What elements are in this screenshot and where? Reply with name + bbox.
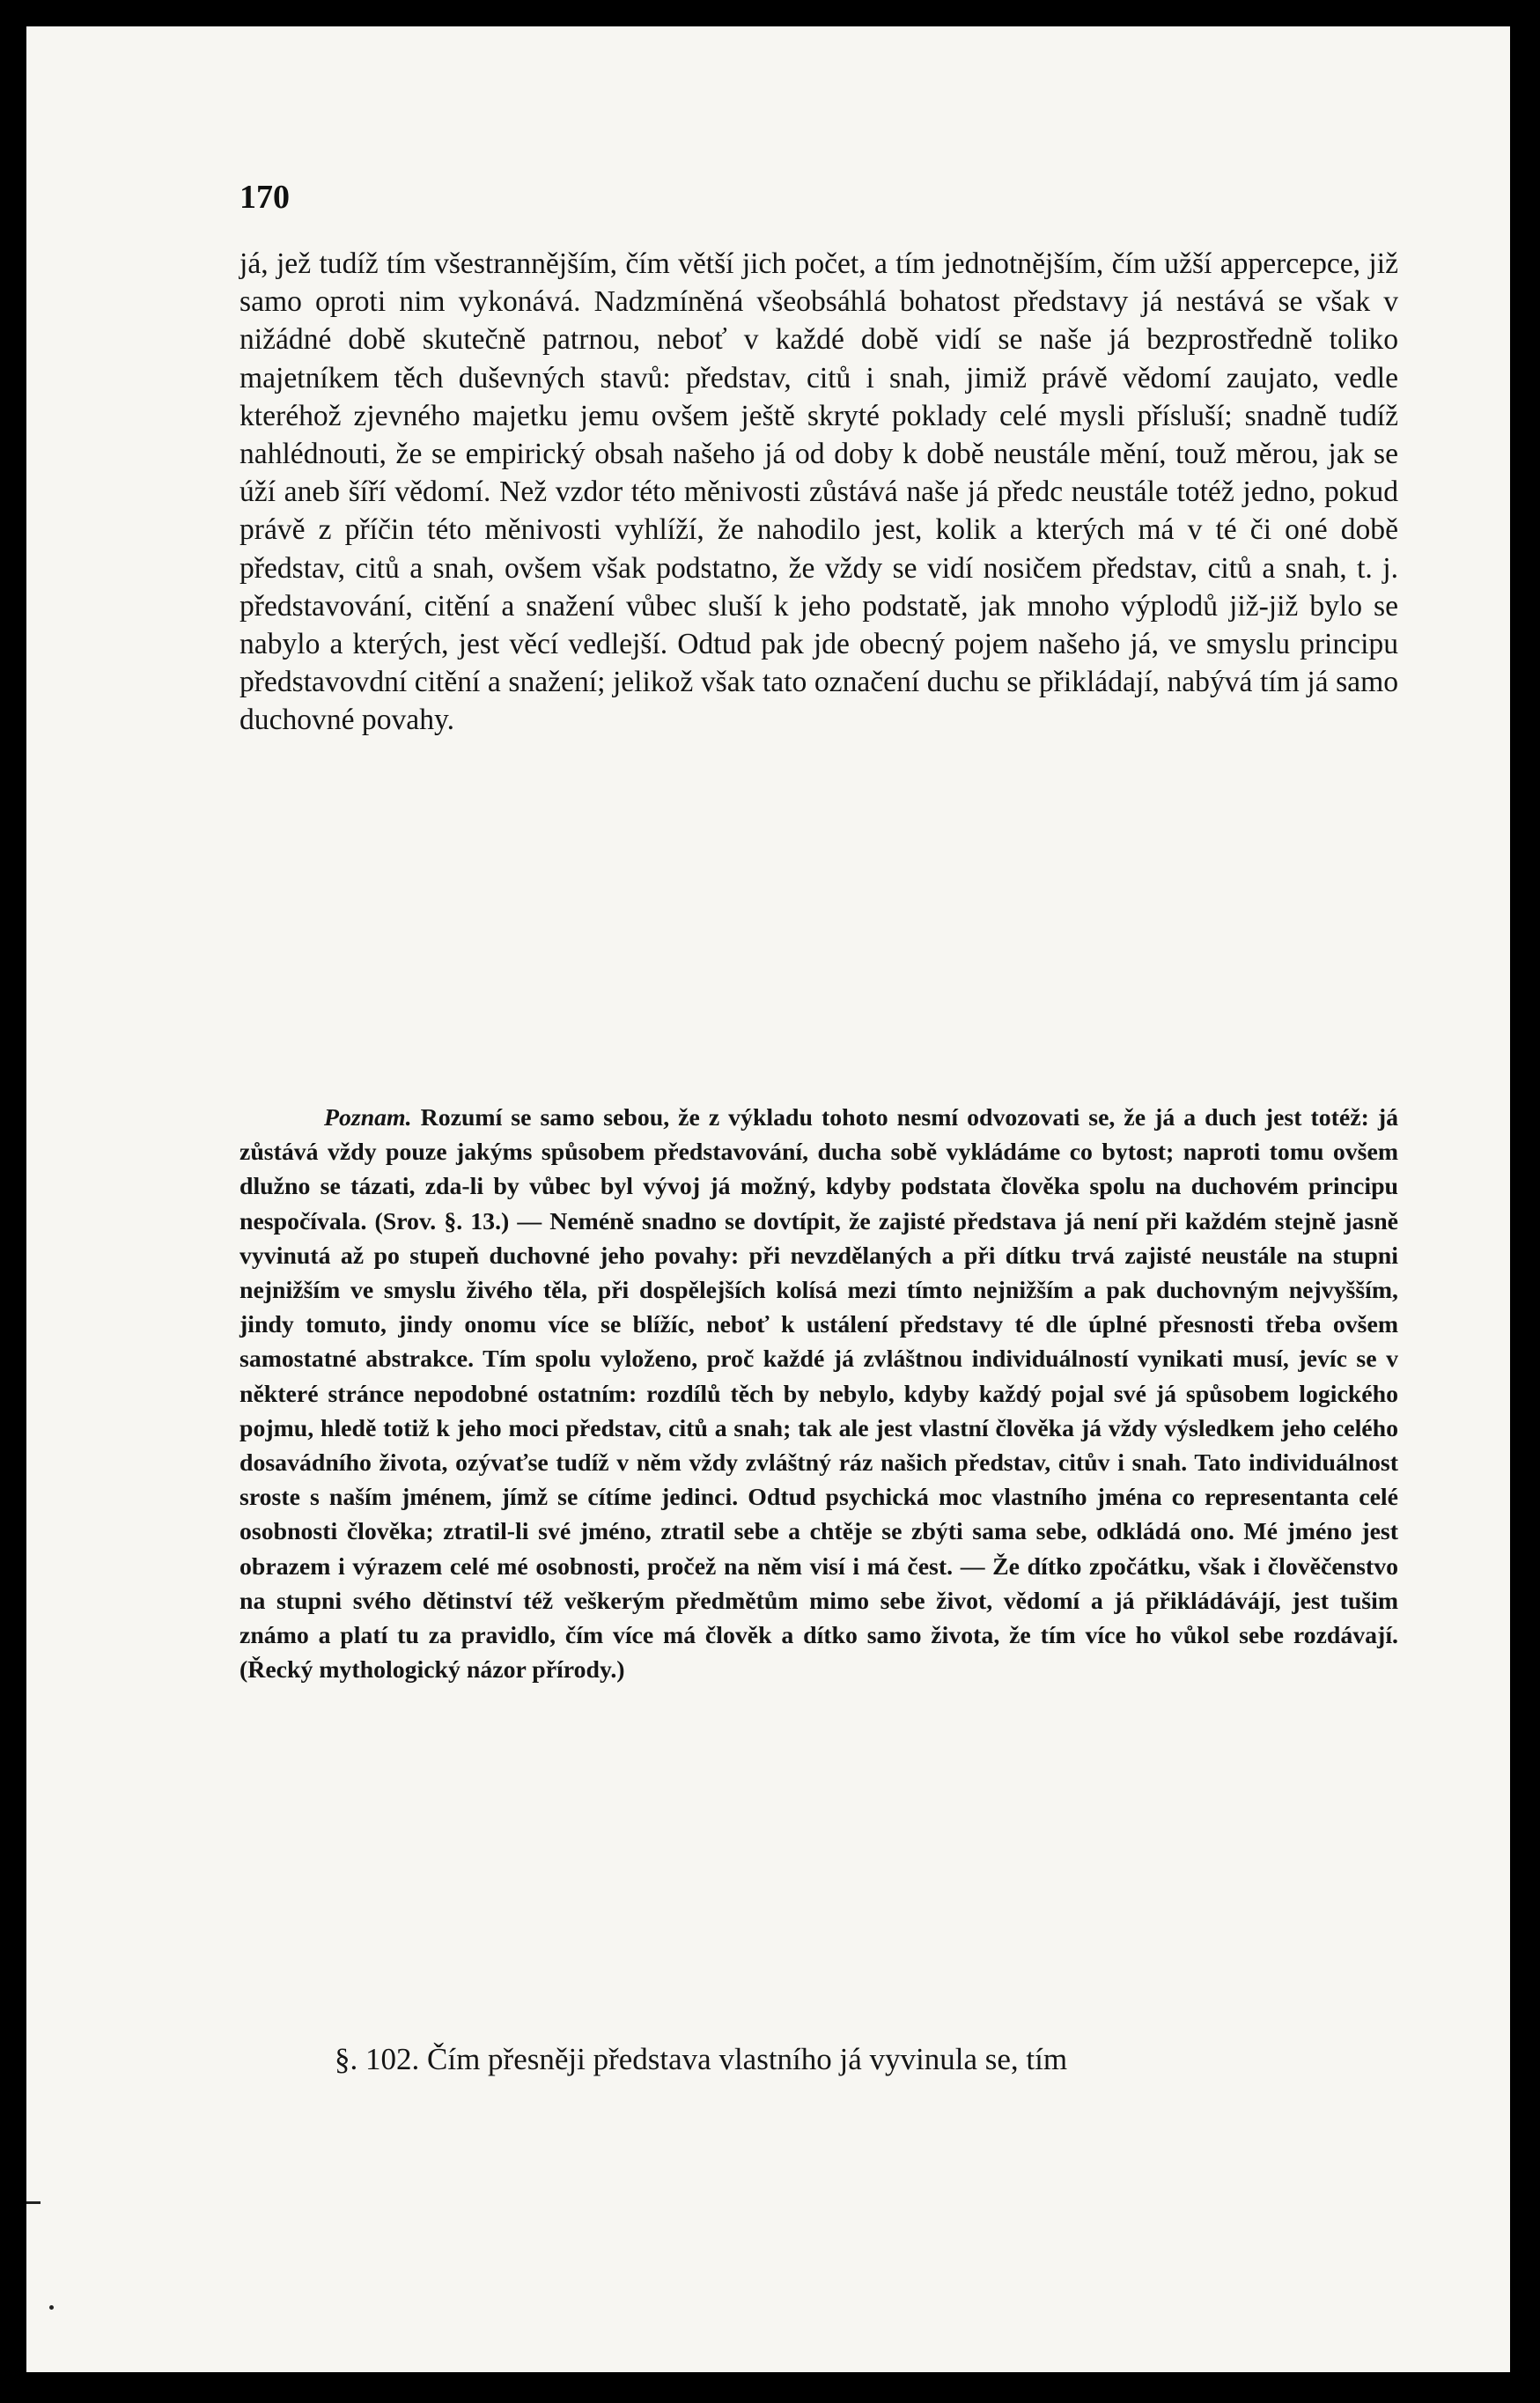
book-page bbox=[26, 26, 1510, 2372]
page-number: 170 bbox=[239, 179, 290, 216]
main-paragraph: já, jež tudíž tím všestrannějším, čím větší jich počet, a tím jednotnějším, čím užší appercepce, již samo oproti nim vykonává. Nadzmíněná všeobsáhlá bohatost představy já nestává se však v nižádné době skutečně patrnou, neboť v každé době vidí se naše já bezprostředně toliko majetníkem těch duševných stavů: představ, citů i snah, jimiž právě vědomí zaujato, vedle kteréhož zjevného majetku jemu ovšem ještě skryté poklady celé mysli přísluší; snadně tudíž nahlédnouti, že se empirický obsah našeho já od doby k době neustále mění, touž měrou, jak se úží aneb šíří vědomí. Než vzdor této měnivosti zůstává naše já předc neustále totéž jedno, pokud právě z příčin této měnivosti vyhlíží, že nahodilo jest, kolik a kterých má v té či oné době představ, citů a snah, ovšem však podstatno, že vždy se vidí nosičem představ, citů a snah, t. j. představování, citění a snažení vůbec sluší k jeho podstatě, jak mnoho výplodů již-již bylo se nabylo a kterých, jest věcí vedlejší. Odtud pak jde obecný pojem našeho já, ve smyslu principu představovdní citění a snažení; jelikož však tato označení duchu se přikládají, nabývá tím já samo duchovné povahy. bbox=[239, 247, 1398, 737]
margin-dot-mark bbox=[49, 2305, 54, 2310]
section-102-opening: §. 102. Čím přesněji představa vlastního já vyvinula se, tím bbox=[335, 2042, 1068, 2076]
note-text: Rozumí se samo sebou, že z výkladu tohoto nesmí odvozovati se, že já a duch jest totéž: já zůstává vždy pouze jakýms spůsobem představování, ducha sobě vykládáme co bytost; naproti tomu ovšem dlužno se tázati, zda-li by vůbec byl vývoj já možný, kdyby podstata člověka spolu na duchovém principu nespočívala. (Srov. §. 13.) — Neméně snadno se dovtípit, že zajisté představa já není při každém stejně jasně vyvinutá až po stupeň duchovné jeho povahy: při nevzdělaných a při dítku trvá zajisté neustále na stupni nejnižším ve smyslu živého těla, při dospělejších kolísá mezi tímto nejnižším a pak duchovným nejvyšším, jindy tomuto, jindy onomu více se blížíc, neboť k ustálení představy té dle úplné přesnosti třeba ovšem samostatné abstrakce. Tím spolu vyloženo, proč každé já zvláštnou individuálností vynikati musí, jevíc se v některé stránce nepodobné ostatním: rozdílů těch by nebylo, kdyby každý pojal své já spůsobem logického pojmu, hledě totiž k jeho moci představ, citů a snah; tak ale jest vlastní člověka já vždy výsledkem jeho celého dosavádního života, ozývaťse tudíž v něm vždy zvláštný ráz našich představ, citův i snah. Tato individuálnost sroste s naším jménem, jímž se cítíme jedinci. Odtud psychická moc vlastního jména co representanta celé osobnosti člověka; ztratil-li své jméno, ztratil sebe a chtěje se zbýti sama sebe, odkládá ono. Mé jméno jest obrazem i výrazem celé mé osobnosti, pročež na něm visí i má čest. — Že dítko zpočátku, však i člověčenstvo na stupni svého dětinství též veškerým předmětům mimo sebe život, vědomí a já přikládávájí, jest tušim známo a platí tu za pravidlo, čím více má člověk a dítko samo života, že tím více ho vůkol sebe rozdávají. (Řecký mythologický názor přírody.) bbox=[239, 1104, 1399, 1684]
margin-dash-mark bbox=[26, 2201, 41, 2204]
footnote-remark bbox=[239, 1101, 1398, 1687]
note-label: Poznam. bbox=[324, 1104, 412, 1131]
